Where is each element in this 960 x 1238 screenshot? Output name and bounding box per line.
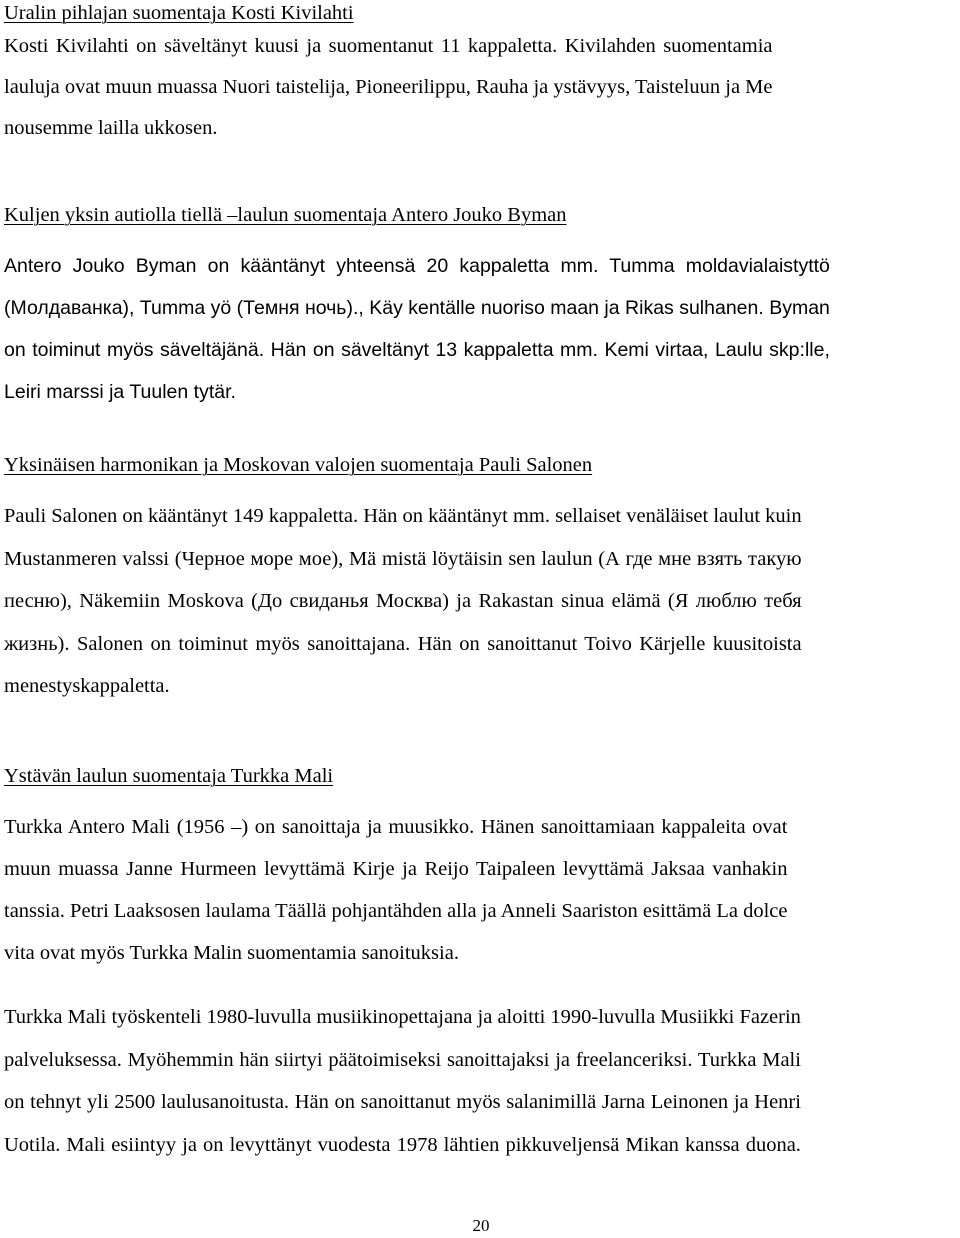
section-paragraph-turkka-mali-2 — [4, 996, 801, 1166]
paragraph-line: Mustanmeren valssi (Черное море мое), Mä mistä löytäisin sen laulun (А где мне взять такую — [4, 547, 802, 570]
section-paragraph-antero-jouko-byman — [4, 245, 830, 413]
paragraph-line: menestyskappaletta. — [4, 675, 170, 697]
section-heading-turkka-mali: Ystävän laulun suomentaja Turkka Mali — [4, 765, 334, 787]
paragraph-line: lauluja ovat muun muassa Nuori taistelija, Pioneerilippu, Rauha ja ystävyys, Taisteluun ja Me — [4, 76, 773, 98]
section-heading-antero-jouko-byman: Kuljen yksin autiolla tiellä –laulun suomentaja Antero Jouko Byman — [4, 204, 567, 226]
paragraph-line: nousemme lailla ukkosen. — [4, 117, 218, 139]
paragraph-line: Uotila. Mali esiintyy ja on levyttänyt vuodesta 1978 lähtien pikkuveljensä Mikan kanssa duona. — [4, 1133, 801, 1156]
section-paragraph-pauli-salonen — [4, 495, 802, 708]
paragraph-line: vita ovat myös Turkka Malin suomentamia sanoituksia. — [4, 942, 459, 964]
paragraph-line: песню), Näkemiin Moskova (До свиданья Москва) ja Rakastan sinua elämä (Я люблю тебя — [4, 590, 802, 612]
paragraph-line: palveluksessa. Myöhemmin hän siirtyi päätoimiseksi sanoittajaksi ja freelanceriksi. Turkka Mali — [4, 1048, 801, 1071]
section-heading-kosti-kivilahti: Uralin pihlajan suomentaja Kosti Kivilahti — [4, 2, 354, 24]
paragraph-line: Kosti Kivilahti on säveltänyt kuusi ja suomentanut 11 kappaletta. Kivilahden suomentamia — [4, 35, 773, 57]
section-paragraph-kosti-kivilahti — [4, 26, 773, 149]
paragraph-line: on tehnyt yli 2500 laulusanoitusta. Hän on sanoittanut myös salanimillä Jarna Leinonen ja Henri — [4, 1091, 801, 1113]
paragraph-line: Leiri marssi ja Tuulen tytär. — [4, 381, 236, 403]
paragraph-line: Antero Jouko Byman on kääntänyt yhteensä 20 kappaletta mm. Tumma moldavialaistyttö — [4, 255, 830, 277]
paragraph-line: on toiminut myös säveltäjänä. Hän on säveltänyt 13 kappaletta mm. Kemi virtaa, Laulu skp:lle, — [4, 339, 830, 361]
section-paragraph-turkka-mali-1 — [4, 806, 787, 974]
paragraph-line: (Молдаванка), Tumma yö (Темня ночь)., Käy kentälle nuoriso maan ja Rikas sulhanen. Byman — [4, 297, 830, 319]
document-page — [4, 0, 958, 1238]
page-number: 20 — [472, 1216, 490, 1235]
paragraph-line: Turkka Antero Mali (1956 –) on sanoittaja ja muusikko. Hänen sanoittamiaan kappaleita ovat — [4, 816, 788, 838]
paragraph-line: muun muassa Janne Hurmeen levyttämä Kirje ja Reijo Taipaleen levyttämä Jaksaa vanhakin — [4, 858, 788, 880]
section-heading-pauli-salonen: Yksinäisen harmonikan ja Moskovan valojen suomentaja Pauli Salonen — [4, 454, 593, 476]
paragraph-line: Turkka Mali työskenteli 1980-luvulla musiikinopettajana ja aloitti 1990-luvulla Musiikki Fazerin — [4, 1006, 801, 1028]
paragraph-line: жизнь). Salonen on toiminut myös sanoittajana. Hän on sanoittanut Toivo Kärjelle kuusitoista — [4, 632, 802, 655]
paragraph-line: Pauli Salonen on kääntänyt 149 kappaletta. Hän on kääntänyt mm. sellaiset venäläiset laulut kuin — [4, 505, 802, 527]
paragraph-line: tanssia. Petri Laaksosen laulama Täällä pohjantähden alla ja Anneli Saariston esittämä La dolce — [4, 900, 788, 922]
